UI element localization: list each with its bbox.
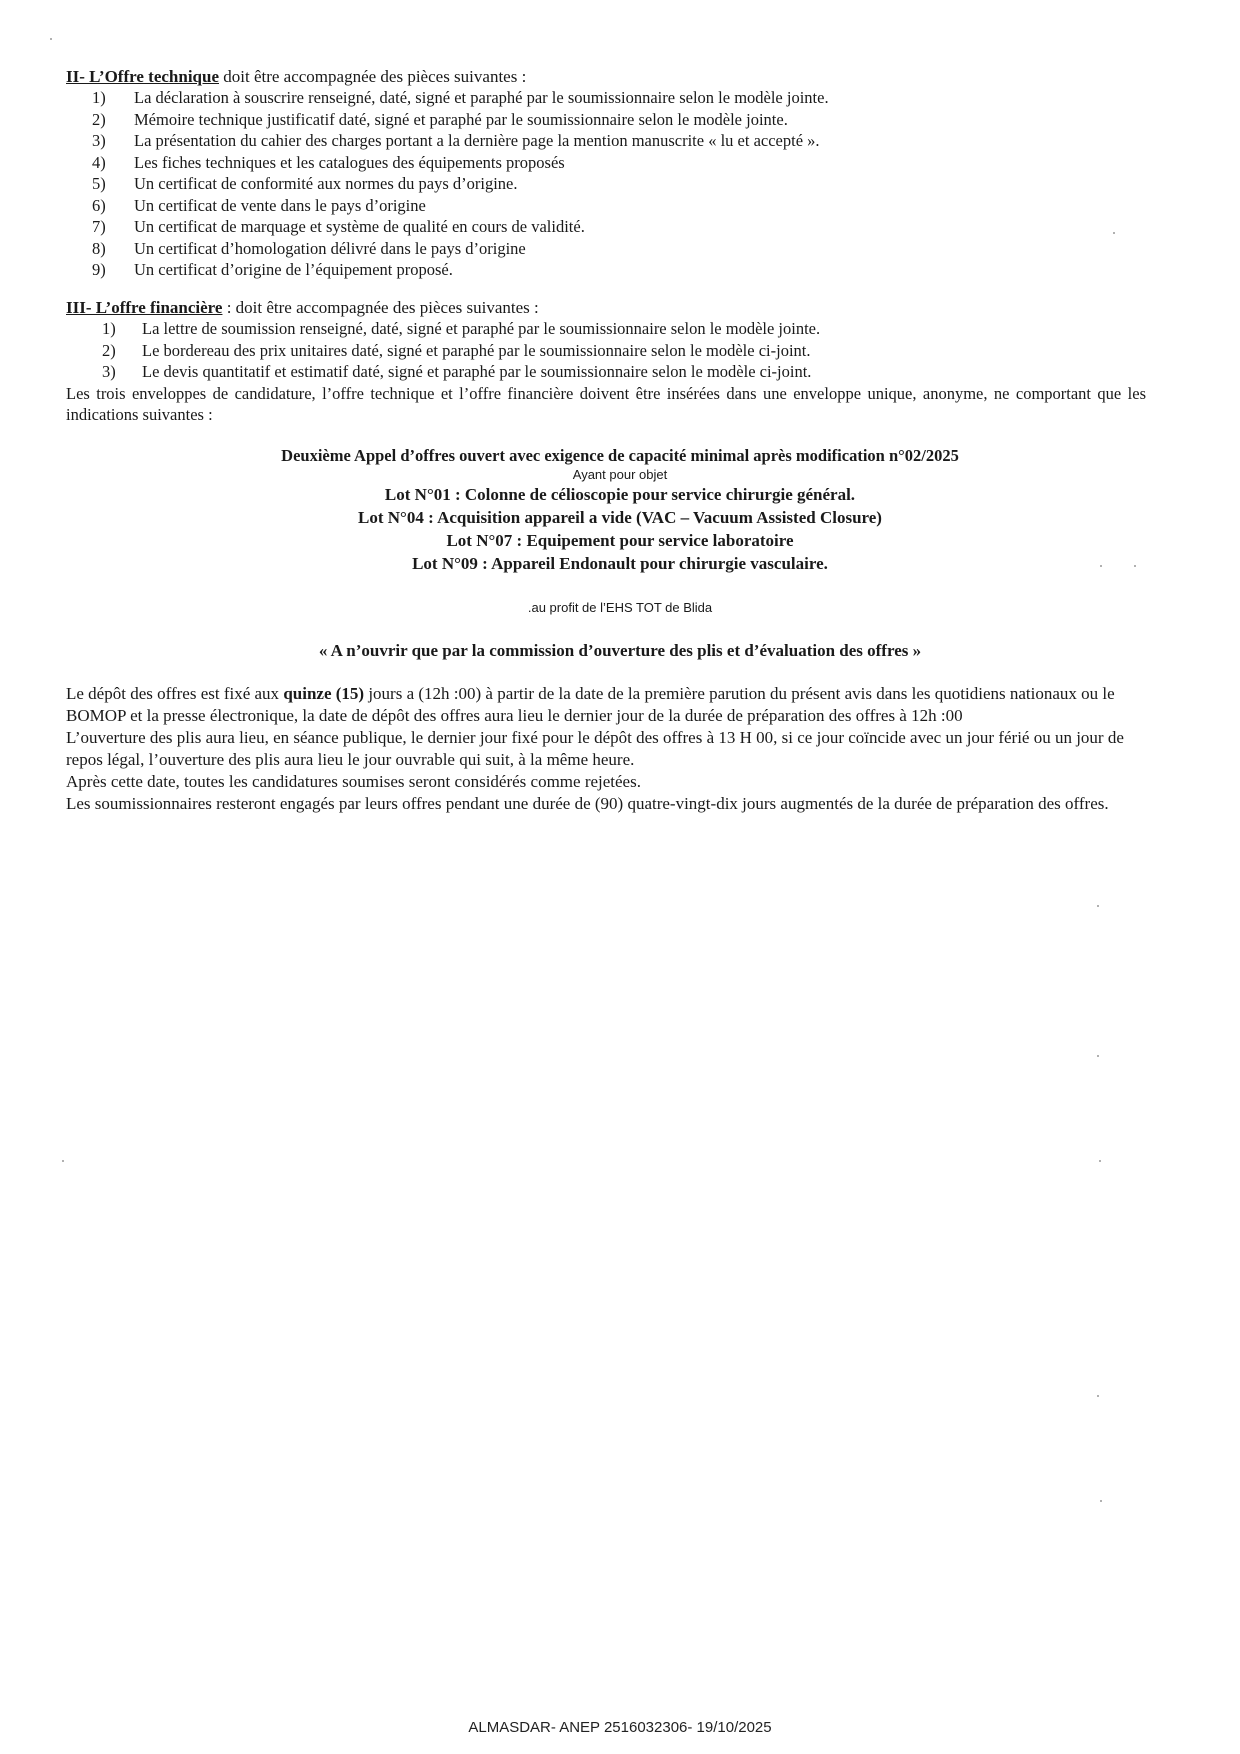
technical-offer-item-text: Les fiches techniques et les catalogues des équipements proposés — [134, 152, 565, 172]
technical-offer-item-number: 1) — [92, 88, 106, 107]
deposit-text-a: Le dépôt des offres est fixé aux — [66, 684, 284, 703]
technical-offer-item-number: 4) — [92, 152, 106, 172]
financial-offer-section — [66, 297, 1146, 426]
technical-offer-list — [66, 87, 1146, 281]
financial-offer-item — [66, 361, 1146, 383]
tender-title: Deuxième Appel d’offres ouvert avec exigence de capacité minimal après modification n°02/2025 — [281, 446, 959, 465]
technical-offer-item-number: 8) — [92, 238, 106, 258]
beneficiary-line: .au profit de l’EHS TOT de Blida — [527, 600, 713, 615]
deposit-text-b: jours a (12h :00) à partir de la date de la première parution du présent avis dans les quotidiens nationaux ou le BOMOP et la presse électronique, la date de dépôt des offres aura lieu le dernier jour de la durée de préparation des offres à 12h :00 — [66, 684, 1115, 725]
financial-offer-item — [66, 340, 1146, 362]
scan-speck — [1097, 1055, 1099, 1057]
financial-offer-heading — [66, 297, 1146, 318]
financial-offer-list — [66, 318, 1146, 383]
technical-offer-item-text: La présentation du cahier des charges portant a la dernière page la mention manuscrite « lu et accepté ». — [134, 131, 820, 150]
validity-paragraph: Les soumissionnaires resteront engagés par leurs offres pendant une durée de (90) quatre-vingt-dix jours augmentés de la durée de préparation des offres. — [66, 794, 1109, 813]
technical-offer-item — [66, 130, 1146, 152]
technical-offer-item — [66, 195, 1146, 217]
technical-offer-section — [66, 66, 1146, 281]
scan-speck — [1100, 565, 1102, 567]
financial-offer-item-number: 3) — [102, 362, 116, 381]
scan-speck — [1099, 1160, 1101, 1162]
deposit-duration: quinze (15) — [283, 684, 365, 703]
lot-01: Lot N°01 : Colonne de célioscopie pour service chirurgie général. — [384, 485, 856, 504]
technical-offer-item-text: Un certificat de conformité aux normes du pays d’origine. — [134, 174, 518, 193]
technical-offer-item — [66, 238, 1146, 260]
technical-offer-item-text: Mémoire technique justificatif daté, signé et paraphé par le soumissionnaire selon le modèle jointe. — [134, 109, 788, 129]
technical-offer-intro: doit être accompagnée des pièces suivantes : — [219, 67, 527, 86]
technical-offer-item — [66, 259, 1146, 281]
technical-offer-item-text: Un certificat d’homologation délivré dans le pays d’origine — [134, 238, 526, 258]
technical-offer-heading — [66, 66, 1146, 87]
opening-notice: « A n’ouvrir que par la commission d’ouverture des plis et d’évaluation des offres » — [318, 641, 922, 660]
lot-07: Lot N°07 : Equipement pour service laboratoire — [446, 531, 794, 550]
technical-offer-item-number: 6) — [92, 195, 106, 215]
scan-speck — [50, 38, 52, 40]
financial-offer-item-number: 1) — [102, 319, 116, 338]
technical-offer-item-number: 3) — [92, 131, 106, 150]
technical-offer-item-number: 9) — [92, 260, 106, 279]
financial-offer-label: III- L’offre financière — [66, 298, 223, 317]
technical-offer-item-number: 2) — [92, 109, 106, 129]
financial-offer-item-text: Le bordereau des prix unitaires daté, signé et paraphé par le soumissionnaire selon le modèle ci-joint. — [142, 340, 811, 360]
technical-offer-label: II- L’Offre technique — [66, 67, 219, 86]
financial-offer-item-text: La lettre de soumission renseigné, daté, signé et paraphé par le soumissionnaire selon le modèle jointe. — [142, 319, 821, 338]
envelope-block — [0, 445, 1240, 575]
scan-speck — [1134, 565, 1136, 567]
rejection-paragraph: Après cette date, toutes les candidatures soumises seront considérés comme rejetées. — [66, 772, 641, 791]
opening-paragraph: L’ouverture des plis aura lieu, en séance publique, le dernier jour fixé pour le dépôt des offres à 13 H 00, si ce jour coïncide avec un jour férié ou un jour de repos légal, l’ouverture des plis aura lieu le jour ouvrable qui suit, à la même heure. — [66, 728, 1124, 769]
technical-offer-item — [66, 173, 1146, 195]
financial-offer-intro: : doit être accompagnée des pièces suivantes : — [222, 298, 539, 317]
scan-speck — [1113, 232, 1115, 234]
lot-04: Lot N°04 : Acquisition appareil a vide (VAC – Vacuum Assisted Closure) — [358, 508, 882, 527]
envelope-instructions: Les trois enveloppes de candidature, l’offre technique et l’offre financière doivent être insérées dans une enveloppe unique, anonyme, ne comportant que les indications suivantes : — [66, 383, 1146, 424]
lot-09: Lot N°09 : Appareil Endonault pour chirurgie vasculaire. — [412, 554, 828, 573]
tender-subtitle: Ayant pour objet — [572, 467, 668, 482]
technical-offer-item-text: Un certificat d’origine de l’équipement proposé. — [134, 260, 453, 279]
scan-speck — [62, 1160, 64, 1162]
financial-offer-item-number: 2) — [102, 340, 116, 360]
technical-offer-item-text: Un certificat de vente dans le pays d’origine — [134, 195, 426, 215]
financial-offer-item — [66, 318, 1146, 340]
deposit-paragraph — [66, 683, 1156, 727]
page-footer: ALMASDAR- ANEP 2516032306- 19/10/2025 — [468, 1719, 772, 1736]
scan-speck — [1097, 905, 1099, 907]
technical-offer-item — [66, 152, 1146, 174]
technical-offer-item — [66, 87, 1146, 109]
technical-offer-item-text: Un certificat de marquage et système de qualité en cours de validité. — [134, 217, 585, 236]
technical-offer-item — [66, 109, 1146, 131]
scan-speck — [1097, 1395, 1099, 1397]
technical-offer-item-number: 5) — [92, 174, 106, 193]
technical-offer-item-number: 7) — [92, 217, 106, 236]
technical-offer-item-text: La déclaration à souscrire renseigné, daté, signé et paraphé par le soumissionnaire selon le modèle jointe. — [134, 88, 829, 107]
scan-speck — [1100, 1500, 1102, 1502]
deposit-section — [66, 683, 1156, 815]
technical-offer-item — [66, 216, 1146, 238]
financial-offer-item-text: Le devis quantitatif et estimatif daté, signé et paraphé par le soumissionnaire selon le modèle ci-joint. — [142, 362, 812, 381]
